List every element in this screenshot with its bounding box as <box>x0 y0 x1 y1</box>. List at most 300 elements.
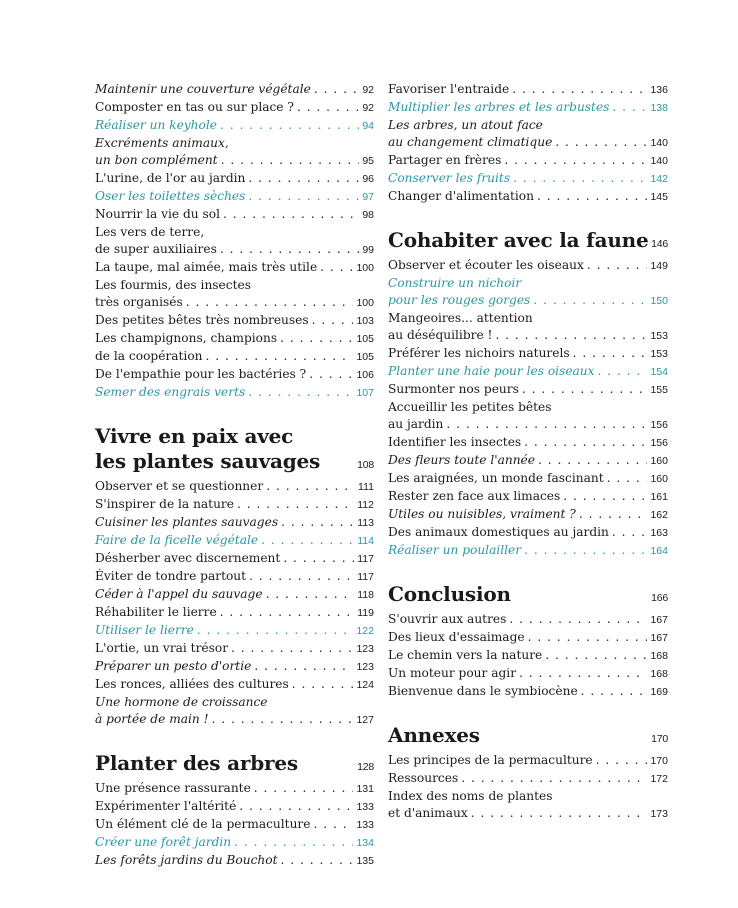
dot-leader <box>221 152 360 169</box>
toc-entry-title-line: Les arbres, un atout face <box>388 118 543 132</box>
toc-entry-title-line: Accueillir les petites bêtes <box>388 400 552 414</box>
toc-entry-row <box>95 711 374 729</box>
toc-entry-row <box>388 170 668 188</box>
toc-entry[interactable] <box>388 117 668 152</box>
toc-left-column <box>95 81 374 870</box>
toc-entry-title: un bon complément <box>95 153 218 167</box>
toc-entry-page-number: 136 <box>650 84 668 96</box>
dot-leader <box>248 384 353 401</box>
dot-leader <box>596 752 648 769</box>
toc-entry[interactable] <box>95 312 374 330</box>
toc-entry-row <box>95 798 374 816</box>
toc-entry-row <box>95 384 374 402</box>
toc-entry-row <box>388 434 668 452</box>
toc-entry-title: Surmonter nos peurs <box>388 382 519 396</box>
toc-entry-row <box>388 416 668 434</box>
section-title-line2: les plantes sauvages <box>95 449 321 473</box>
toc-entry-row <box>95 312 374 330</box>
toc-entry-page-number: 170 <box>650 755 668 767</box>
toc-entry-title: Désherber avec discernement <box>95 551 281 565</box>
toc-entry-row <box>388 81 668 99</box>
toc-entry-page-number: 163 <box>650 527 668 539</box>
toc-group <box>95 780 374 870</box>
toc-entry-title: Préparer un pesto d'ortie <box>95 659 252 673</box>
section-title: Annexes <box>388 723 480 747</box>
toc-entry-title: Des animaux domestiques au jardin <box>388 525 609 539</box>
toc-entry-page-number: 117 <box>357 571 374 583</box>
toc-entry[interactable] <box>388 752 668 770</box>
toc-entry-page-number: 169 <box>650 686 668 698</box>
dot-leader <box>280 330 353 347</box>
toc-entry-page-number: 114 <box>357 535 374 547</box>
toc-entry-row <box>388 292 668 310</box>
toc-entry-row <box>95 550 374 568</box>
toc-entry-row <box>388 470 668 488</box>
section-page-number: 166 <box>651 592 668 604</box>
dot-leader <box>220 604 355 621</box>
toc-entry[interactable] <box>95 99 374 117</box>
toc-entry-page-number: 138 <box>650 102 668 114</box>
toc-entry[interactable] <box>388 434 668 452</box>
dot-leader <box>461 770 647 787</box>
toc-entry-title: Réaliser un poulailler <box>388 543 522 557</box>
dot-leader <box>266 586 355 603</box>
dot-leader <box>320 259 353 276</box>
dot-leader <box>512 81 647 98</box>
dot-leader <box>220 241 359 258</box>
toc-entry-row <box>95 816 374 834</box>
toc-entry-title: Oser les toilettes sèches <box>95 189 246 203</box>
toc-entry[interactable] <box>388 381 668 399</box>
dot-leader <box>314 81 359 98</box>
toc-entry-title: Conserver les fruits <box>388 171 511 185</box>
toc-entry-page-number: 119 <box>357 607 374 619</box>
section-heading[interactable] <box>388 723 668 752</box>
toc-entry-title: Les principes de la permaculture <box>388 753 593 767</box>
toc-entry-row <box>388 99 668 117</box>
toc-entry-title: Réhabiliter le lierre <box>95 605 217 619</box>
toc-entry-title: Favoriser l'entraide <box>388 82 510 96</box>
toc-entry-page-number: 107 <box>356 387 374 399</box>
toc-entry[interactable] <box>95 188 374 206</box>
toc-entry-page-number: 103 <box>356 315 374 327</box>
toc-entry-row <box>95 676 374 694</box>
toc-entry-row <box>95 622 374 640</box>
toc-entry-row <box>388 257 668 275</box>
toc-right-column <box>388 81 668 823</box>
toc-entry-page-number: 172 <box>650 773 668 785</box>
toc-entry-title: Éviter de tondre partout <box>95 569 247 583</box>
toc-entry[interactable] <box>388 770 668 788</box>
toc-entry-title: Les ronces, alliées des cultures <box>95 677 289 691</box>
toc-entry[interactable] <box>95 206 374 224</box>
toc-entry-row <box>95 99 374 117</box>
toc-group <box>388 81 668 206</box>
toc-entry-page-number: 99 <box>362 244 374 256</box>
toc-entry-row <box>388 452 668 470</box>
toc-entry[interactable] <box>95 568 374 586</box>
toc-entry-title: et d'animaux <box>388 806 468 820</box>
toc-entry-page-number: 160 <box>650 455 668 467</box>
toc-entry[interactable] <box>388 345 668 363</box>
toc-entry-page-number: 96 <box>362 173 374 185</box>
dot-leader <box>563 488 647 505</box>
toc-entry-row <box>388 647 668 665</box>
toc-entry-title: à portée de main ! <box>95 712 209 726</box>
dot-leader <box>598 363 648 380</box>
toc-entry-row <box>388 542 668 560</box>
dot-leader <box>446 416 647 433</box>
toc-entry-page-number: 167 <box>650 614 668 626</box>
toc-entry-row <box>388 770 668 788</box>
dot-leader <box>555 134 647 151</box>
toc-entry-row <box>95 152 374 170</box>
toc-entry-page-number: 98 <box>362 209 374 221</box>
toc-entry-page-number: 94 <box>362 120 374 132</box>
section-heading[interactable] <box>95 424 374 478</box>
toc-entry-title: Des lieux d'essaimage <box>388 630 525 644</box>
toc-entry[interactable] <box>95 532 374 550</box>
toc-entry[interactable] <box>95 622 374 640</box>
dot-leader <box>538 452 648 469</box>
dot-leader <box>261 532 354 549</box>
section-page-number: 108 <box>357 459 374 471</box>
toc-entry-row <box>95 188 374 206</box>
toc-entry-page-number: 162 <box>650 509 668 521</box>
toc-entry[interactable] <box>95 259 374 277</box>
toc-entry[interactable] <box>388 629 668 647</box>
toc-entry-page-number: 105 <box>356 351 374 363</box>
toc-entry-page-number: 164 <box>650 545 668 557</box>
toc-entry-title: Ressources <box>388 771 459 785</box>
toc-entry-row <box>95 780 374 798</box>
toc-entry-row <box>95 568 374 586</box>
toc-entry-title: Changer d'alimentation <box>388 189 534 203</box>
dot-leader <box>237 496 354 513</box>
toc-entry[interactable] <box>388 470 668 488</box>
toc-entry[interactable] <box>95 852 374 870</box>
dot-leader <box>231 640 353 657</box>
dot-leader <box>292 676 354 693</box>
toc-entry-page-number: 150 <box>650 295 668 307</box>
toc-entry-title-line: Construire un nichoir <box>388 276 522 290</box>
toc-entry[interactable] <box>388 257 668 275</box>
toc-entry-row <box>388 188 668 206</box>
toc-entry-page-number: 123 <box>356 643 374 655</box>
toc-entry-title: De l'empathie pour les bactéries ? <box>95 367 307 381</box>
toc-entry-title: Expérimenter l'altérité <box>95 799 237 813</box>
dot-leader <box>309 366 353 383</box>
toc-entry[interactable] <box>95 640 374 658</box>
toc-entry-page-number: 92 <box>362 84 374 96</box>
toc-entry-title: Partager en frères <box>388 153 502 167</box>
toc-entry[interactable] <box>388 524 668 542</box>
dot-leader <box>248 188 359 205</box>
toc-entry[interactable] <box>388 788 668 823</box>
toc-entry-title: de super auxiliaires <box>95 242 217 256</box>
toc-entry-row <box>388 665 668 683</box>
toc-group <box>95 81 374 402</box>
toc-entry[interactable] <box>388 542 668 560</box>
toc-entry-row <box>95 604 374 622</box>
section-heading[interactable] <box>388 228 668 257</box>
toc-entry-title-line: Index des noms de plantes <box>388 789 553 803</box>
toc-entry-page-number: 100 <box>356 297 374 309</box>
toc-entry[interactable] <box>388 399 668 434</box>
toc-entry[interactable] <box>388 452 668 470</box>
section-page-number: 128 <box>357 761 374 773</box>
toc-entry[interactable] <box>95 330 374 348</box>
dot-leader <box>513 170 647 187</box>
toc-group <box>388 611 668 701</box>
toc-entry-page-number: 92 <box>362 102 374 114</box>
toc-entry-row <box>388 506 668 524</box>
toc-entry[interactable] <box>95 834 374 852</box>
toc-entry-row <box>388 683 668 701</box>
dot-leader <box>223 206 359 223</box>
toc-entry-page-number: 134 <box>356 837 374 849</box>
toc-entry-title: Le chemin vers la nature <box>388 648 543 662</box>
toc-entry-page-number: 168 <box>650 668 668 680</box>
toc-entry-title: Maintenir une couverture végétale <box>95 82 311 96</box>
section-page-number: 146 <box>651 238 668 250</box>
toc-entry[interactable] <box>388 611 668 629</box>
toc-entry-row <box>388 611 668 629</box>
toc-entry-page-number: 145 <box>650 191 668 203</box>
toc-entry-page-number: 122 <box>356 625 374 637</box>
toc-entry-title: Composter en tas ou sur place ? <box>95 100 294 114</box>
toc-entry-title: Préférer les nichoirs naturels <box>388 346 570 360</box>
toc-entry-row <box>388 488 668 506</box>
toc-entry[interactable] <box>95 514 374 532</box>
toc-entry-page-number: 140 <box>650 155 668 167</box>
dot-leader <box>519 665 647 682</box>
toc-entry[interactable] <box>388 81 668 99</box>
toc-entry[interactable] <box>95 348 374 366</box>
toc-entry[interactable] <box>95 478 374 496</box>
toc-entry-page-number: 156 <box>650 437 668 449</box>
toc-entry[interactable] <box>95 694 374 729</box>
toc-entry[interactable] <box>95 658 374 676</box>
toc-entry[interactable] <box>388 275 668 310</box>
toc-entry[interactable] <box>95 780 374 798</box>
dot-leader <box>313 816 353 833</box>
toc-entry[interactable] <box>95 224 374 259</box>
dot-leader <box>248 170 359 187</box>
dot-leader <box>607 470 648 487</box>
toc-entry[interactable] <box>95 550 374 568</box>
toc-entry-row <box>95 241 374 259</box>
toc-entry-page-number: 95 <box>362 155 374 167</box>
toc-entry-row <box>388 134 668 152</box>
toc-entry[interactable] <box>95 604 374 622</box>
toc-entry-page-number: 123 <box>356 661 374 673</box>
toc-entry-row <box>95 852 374 870</box>
toc-entry-row <box>388 629 668 647</box>
toc-entry-row <box>95 170 374 188</box>
toc-group <box>388 257 668 560</box>
toc-entry-page-number: 135 <box>356 855 374 867</box>
dot-leader <box>280 852 353 869</box>
toc-entry[interactable] <box>95 277 374 312</box>
toc-entry[interactable] <box>388 170 668 188</box>
toc-entry-row <box>388 345 668 363</box>
section-heading[interactable] <box>388 582 668 611</box>
dot-leader <box>504 152 647 169</box>
toc-entry[interactable] <box>388 152 668 170</box>
toc-entry[interactable] <box>95 117 374 135</box>
toc-entry[interactable] <box>95 586 374 604</box>
dot-leader <box>197 622 354 639</box>
toc-entry-title: Identifier les insectes <box>388 435 522 449</box>
section-title-line1: Vivre en paix avec <box>95 424 294 448</box>
dot-leader <box>239 798 353 815</box>
section-title: Conclusion <box>388 582 511 606</box>
dot-leader <box>471 805 648 822</box>
toc-entry[interactable] <box>95 676 374 694</box>
toc-entry-row <box>95 117 374 135</box>
toc-entry-title: Les forêts jardins du Bouchot <box>95 853 278 867</box>
toc-entry-page-number: 142 <box>650 173 668 185</box>
dot-leader <box>533 292 647 309</box>
section-page-number: 170 <box>651 733 668 745</box>
toc-entry-title: Des fleurs toute l'année <box>388 453 535 467</box>
toc-entry-page-number: 133 <box>356 819 374 831</box>
toc-entry-title: au jardin <box>388 417 444 431</box>
toc-entry-row <box>95 81 374 99</box>
toc-entry-title: Observer et écouter les oiseaux <box>388 258 584 272</box>
toc-entry-title: Réaliser un keyhole <box>95 118 217 132</box>
toc-entry[interactable] <box>388 99 668 117</box>
toc-entry-row <box>95 330 374 348</box>
toc-entry[interactable] <box>95 170 374 188</box>
toc-entry-page-number: 100 <box>356 262 374 274</box>
toc-entry-title-line: Les fourmis, des insectes <box>95 278 251 292</box>
toc-entry-page-number: 173 <box>650 808 668 820</box>
toc-entry[interactable] <box>95 135 374 170</box>
toc-entry-row <box>95 640 374 658</box>
toc-entry-title: Utiles ou nuisibles, vraiment ? <box>388 507 576 521</box>
dot-leader <box>249 568 354 585</box>
toc-group <box>388 752 668 823</box>
toc-entry-row <box>388 524 668 542</box>
toc-entry-title: Un moteur pour agir <box>388 666 517 680</box>
dot-leader <box>220 117 359 134</box>
toc-entry[interactable] <box>388 506 668 524</box>
toc-entry[interactable] <box>388 310 668 345</box>
toc-entry-title: Observer et se questionner <box>95 479 264 493</box>
section-title: Cohabiter avec la faune <box>388 228 649 252</box>
toc-entry-title: pour les rouges gorges <box>388 293 531 307</box>
dot-leader <box>612 99 647 116</box>
toc-entry-row <box>95 834 374 852</box>
toc-entry-page-number: 153 <box>650 330 668 342</box>
toc-entry-title: Des petites bêtes très nombreuses <box>95 313 309 327</box>
toc-entry-row <box>388 152 668 170</box>
toc-entry-row <box>388 327 668 345</box>
dot-leader <box>495 327 647 344</box>
toc-entry-page-number: 105 <box>356 333 374 345</box>
toc-entry-row <box>95 348 374 366</box>
dot-leader <box>612 524 648 541</box>
toc-entry-title: Les champignons, champions <box>95 331 278 345</box>
toc-entry-row <box>95 294 374 312</box>
toc-entry-row <box>388 752 668 770</box>
toc-entry[interactable] <box>388 647 668 665</box>
toc-entry[interactable] <box>95 798 374 816</box>
toc-entry-page-number: 156 <box>650 419 668 431</box>
toc-entry-page-number: 161 <box>650 491 668 503</box>
toc-entry-title: Un élément clé de la permaculture <box>95 817 311 831</box>
toc-entry-title-line: Excréments animaux, <box>95 136 229 150</box>
toc-entry-title: de la coopération <box>95 349 203 363</box>
toc-entry-title: Nourrir la vie du sol <box>95 207 221 221</box>
dot-leader <box>297 99 359 116</box>
dot-leader <box>587 257 648 274</box>
toc-entry[interactable] <box>388 363 668 381</box>
toc-entry[interactable] <box>388 488 668 506</box>
toc-entry-title: L'urine, de l'or au jardin <box>95 171 246 185</box>
toc-entry-page-number: 127 <box>356 714 374 726</box>
dot-leader <box>545 647 647 664</box>
section-heading[interactable] <box>95 751 374 780</box>
toc-entry-title: Semer des engrais verts <box>95 385 246 399</box>
toc-entry[interactable] <box>95 816 374 834</box>
toc-entry[interactable] <box>388 683 668 701</box>
toc-entry-title-line: Mangeoires... attention <box>388 311 533 325</box>
toc-entry-title: Les araignées, un monde fascinant <box>388 471 604 485</box>
dot-leader <box>254 780 354 797</box>
toc-entry-title: L'ortie, un vrai trésor <box>95 641 229 655</box>
dot-leader <box>537 188 647 205</box>
toc-entry-page-number: 140 <box>650 137 668 149</box>
toc-entry[interactable] <box>95 81 374 99</box>
toc-entry-title: Faire de la ficelle végétale <box>95 533 259 547</box>
toc-entry-page-number: 106 <box>356 369 374 381</box>
toc-entry-title: très organisés <box>95 295 183 309</box>
dot-leader <box>524 542 647 559</box>
dot-leader <box>573 345 648 362</box>
dot-leader <box>312 312 354 329</box>
dot-leader <box>579 506 648 523</box>
toc-entry-page-number: 124 <box>356 679 374 691</box>
toc-entry-row <box>95 259 374 277</box>
toc-entry[interactable] <box>388 665 668 683</box>
dot-leader <box>581 683 648 700</box>
toc-entry[interactable] <box>388 188 668 206</box>
dot-leader <box>522 381 648 398</box>
toc-entry-page-number: 160 <box>650 473 668 485</box>
toc-entry-row <box>95 366 374 384</box>
dot-leader <box>254 658 353 675</box>
toc-entry-page-number: 112 <box>357 499 374 511</box>
dot-leader <box>509 611 647 628</box>
toc-entry-row <box>95 496 374 514</box>
toc-entry-page-number: 154 <box>650 366 668 378</box>
toc-entry[interactable] <box>95 366 374 384</box>
toc-entry-title: Bienvenue dans le symbiocène <box>388 684 578 698</box>
toc-entry-row <box>95 206 374 224</box>
toc-entry[interactable] <box>95 496 374 514</box>
toc-entry-title: Rester zen face aux limaces <box>388 489 561 503</box>
toc-entry-title: Cuisiner les plantes sauvages <box>95 515 279 529</box>
toc-entry-page-number: 155 <box>650 384 668 396</box>
toc-entry-page-number: 149 <box>650 260 668 272</box>
toc-entry-row <box>95 586 374 604</box>
toc-entry-row <box>388 363 668 381</box>
toc-entry[interactable] <box>95 384 374 402</box>
dot-leader <box>528 629 648 646</box>
